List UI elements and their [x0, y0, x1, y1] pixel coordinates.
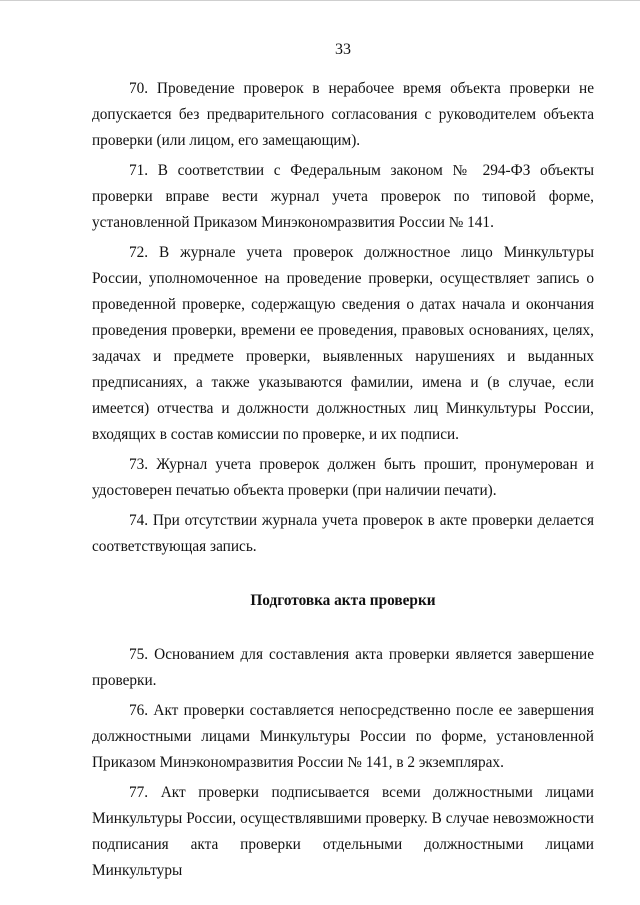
paragraph-75: 75. Основанием для составления акта проверки является завершение проверки. — [92, 646, 594, 689]
page-number: 33 — [335, 41, 351, 58]
paragraph-73: 73. Журнал учета проверок должен быть прошит, пронумерован и удостоверен печатью объекта проверки (при наличии печати). — [92, 456, 594, 499]
scan-top-edge — [0, 0, 640, 3]
document-page — [92, 40, 594, 888]
paragraph-76: 76. Акт проверки составляется непосредственно после ее завершения должностными лицами Минкультуры России по форме, установленной Приказом Минэкономразвития России № 141, в 2 экземплярах. — [92, 702, 594, 771]
section-heading: Подготовка акта проверки — [250, 592, 436, 609]
paragraph-71: 71. В соответствии с Федеральным законом № 294-ФЗ объекты проверки вправе вести журнал учета проверок по типовой форме, установленной Приказом Минэкономразвития России № 141. — [92, 162, 594, 231]
paragraph-70: 70. Проведение проверок в нерабочее время объекта проверки не допускается без предварительного согласования с руководителем объекта проверки (или лицом, его замещающим). — [92, 80, 594, 149]
paragraph-72: 72. В журнале учета проверок должностное лицо Минкультуры России, уполномоченное на проведение проверки, осуществляет запись о проведенной проверке, содержащую сведения о датах начала и окончания проведения проверки, времени ее проведения, правовых основаниях, целях, задачах и предмете проверки, выявленных нарушениях и выданных предписаниях, а также указываются фамилии, имена и (в случае, если имеется) отчества и должности должностных лиц Минкультуры России, входящих в состав комиссии по проверке, и их подписи. — [92, 244, 594, 443]
paragraph-77: 77. Акт проверки подписывается всеми должностными лицами Минкультуры России, осуществлявшими проверку. В случае невозможности подписания акта проверки отдельными должностными лицами Минкультуры — [92, 784, 594, 879]
paragraph-74: 74. При отсутствии журнала учета проверок в акте проверки делается соответствующая запись. — [92, 512, 594, 555]
